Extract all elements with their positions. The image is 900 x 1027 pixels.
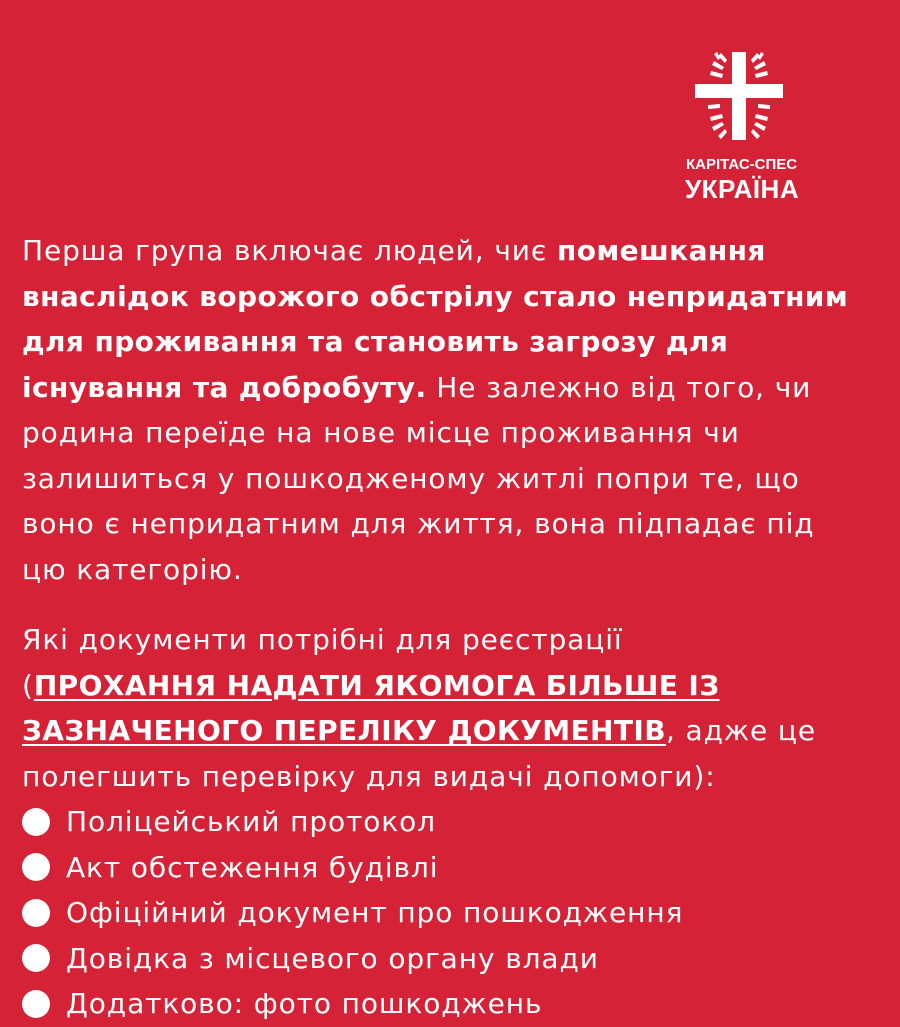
list-item [22,936,882,982]
paragraph-line: Які документи потрібні для реєстрації [22,623,623,656]
paragraph-line [22,663,882,709]
logo-text-caritas-spes: КАРІТАС-СПЕС [686,156,798,173]
logo-text-ukraina: УКРАЇНА [685,174,800,204]
list-item-label: Додатково: фото пошкоджень [66,987,543,1020]
text-bold-underlined: ЗАЗНАЧЕНОГО ПЕРЕЛІКУ ДОКУМЕНТІВ [22,714,666,747]
caritas-cross-icon [693,50,785,142]
bullet-icon [22,990,50,1018]
paragraph-line [22,365,882,411]
paragraph-line: цю категорію. [22,552,243,586]
text-bold: існування та добробуту. [22,370,427,404]
paragraph-line: залишиться у пошкодженому житлі попри те, що [22,461,800,495]
list-item [22,981,882,1027]
paragraph-line: воно є непридатним для життя, вона підпадає під [22,507,815,540]
text-bold: для проживання та становить загрозу для [22,325,729,358]
list-item [22,845,882,891]
list-item-label: Офіційний документ про пошкодження [66,896,684,929]
bullet-icon [22,899,50,927]
text-plain: Не залежно від того, чи [426,370,812,404]
paragraph-line [22,228,882,274]
text-plain: , адже це [665,714,817,747]
paragraph-line [22,708,882,754]
description-paragraph [22,228,882,592]
paragraph-line: полегшить перевірку для видачі допомоги): [22,759,716,793]
documents-list [22,799,882,1027]
list-item [22,890,882,936]
documents-intro-paragraph [22,617,882,799]
bullet-icon [22,853,50,881]
text-plain: Перша група включає людей, чиє [22,234,557,267]
list-item-label: Довідка з місцевого органу влади [66,941,599,975]
text-bold-underlined: ПРОХАННЯ НАДАТИ ЯКОМОГА БІЛЬШЕ ІЗ [33,668,720,702]
bullet-icon [22,944,50,972]
paragraph-line [22,319,882,365]
text-bold: внаслідок ворожого обстрілу стало непридатним [22,279,849,313]
paragraph-line: родина переїде на нове місце проживання чи [22,416,740,449]
bullet-icon [22,808,50,836]
text-bold: помешкання [556,234,766,267]
caritas-logo [676,50,806,210]
paragraph-line [22,274,882,320]
list-item-label: Акт обстеження будівлі [66,850,439,884]
list-item [22,799,882,845]
list-item-label: Поліцейський протокол [66,805,436,838]
text-plain: ( [22,668,34,702]
